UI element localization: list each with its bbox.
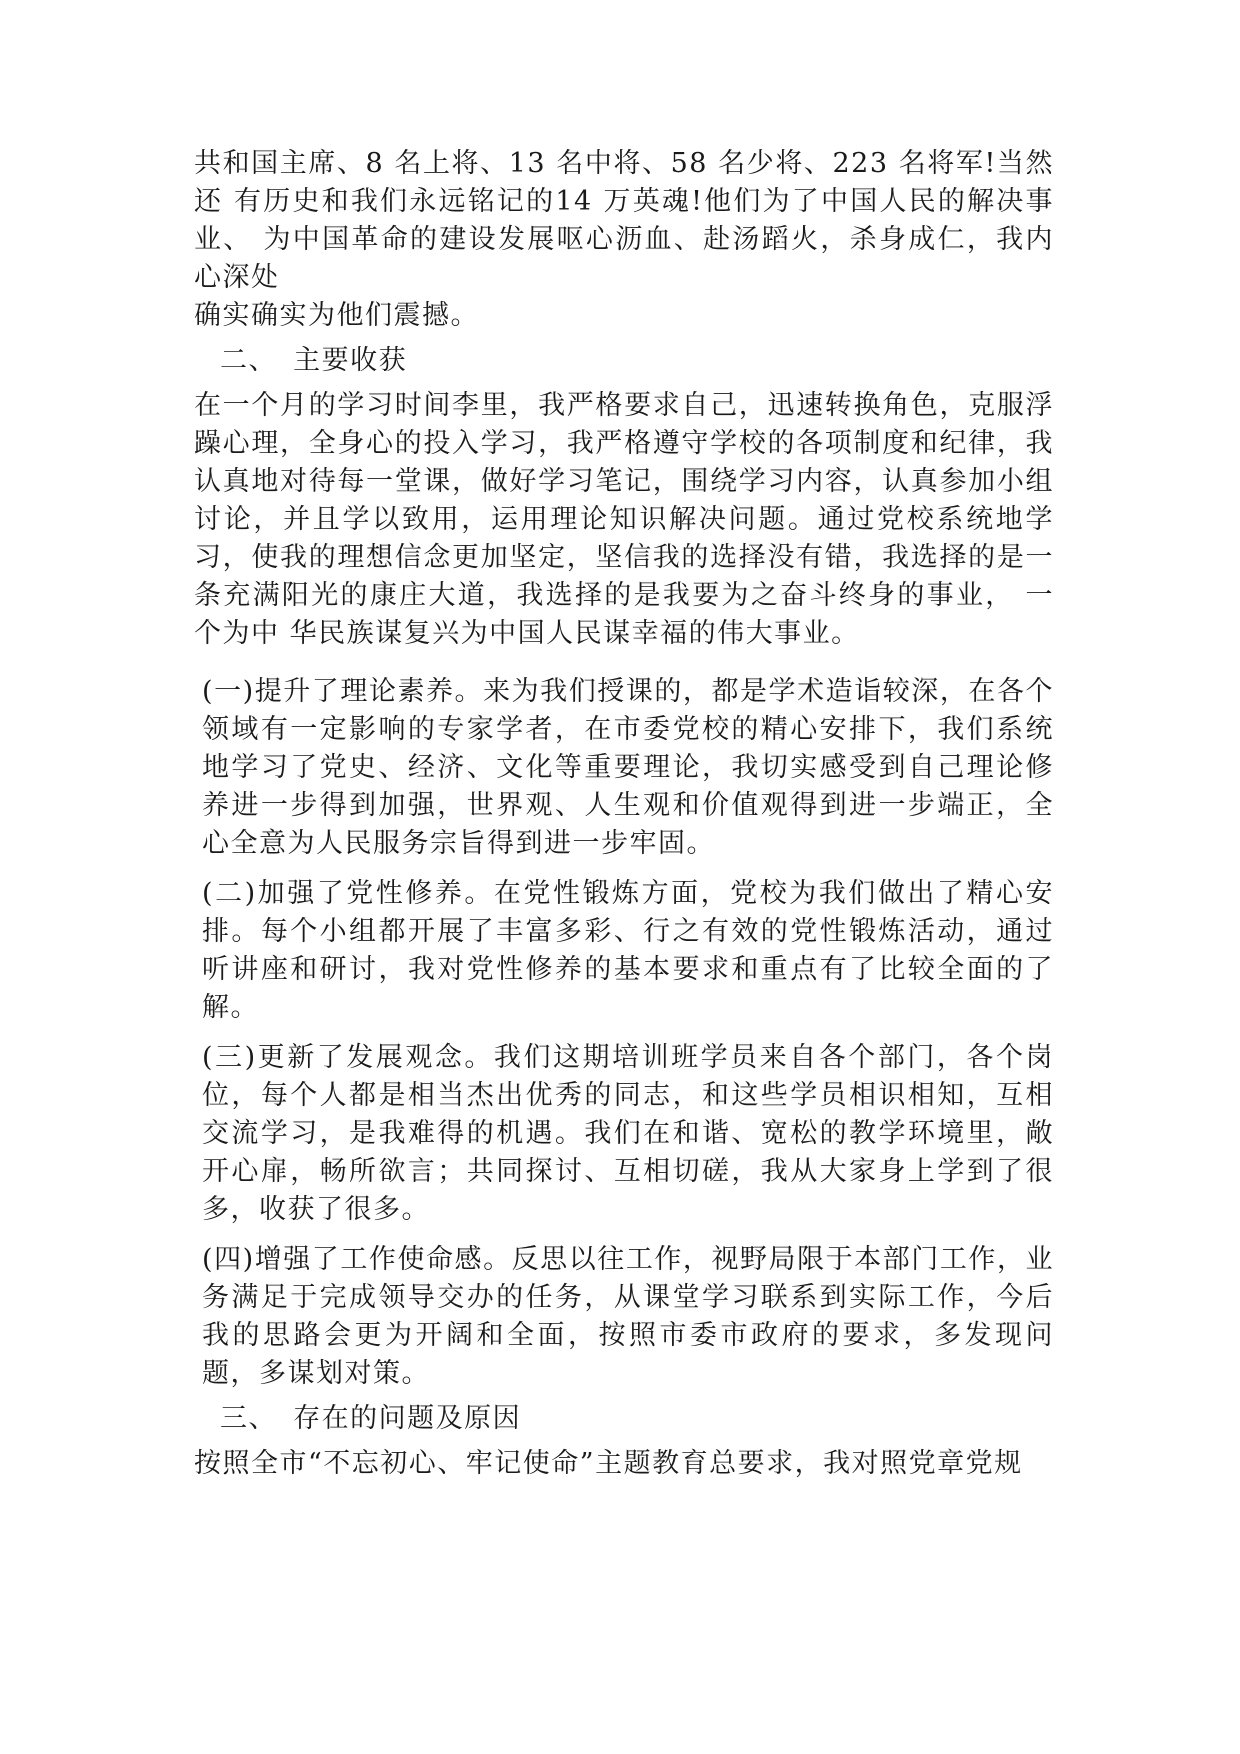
list-item-mission: (四)增强了工作使命感。反思以往工作，视野局限于本部门工作，业务满足于完成领导交办的任务，从课堂学习联系到实际工作，今后我的思路会更为开阔和全面，按照市委市政府的要求，多发现问题，多谋划对策。 [202, 1244, 1054, 1389]
section-paragraph: 在一个月的学习时间李里，我严格要求自己，迅速转换角色，克服浮躁心理，全身心的投入学习，我严格遵守学校的各项制度和纪律，我认真地对待每一堂课，做好学习笔记，围绕学习内容，认真参加小组讨论，并且学以致用，运用理论知识解决问题。通过党校系统地学习，使我的理想信念更加坚定，坚信我的选择没有错，我选择的是一条充满阳光的康庄大道，我选择的是我要为之奋斗终身的事业， 一个为中 华民族谋复兴为中国人民谋幸福的伟大事业。 [194, 390, 1054, 649]
document-body [194, 145, 1054, 1483]
section-paragraph-problems: 按照全市“不忘初心、牢记使命”主题教育总要求，我对照党章党规 [194, 1448, 1023, 1479]
list-item-theory: (一)提升了理论素养。来为我们授课的，都是学术造诣较深，在各个领域有一定影响的专家学者，在市委党校的精心安排下，我们系统地学习了党史、经济、文化等重要理论，我切实感受到自己理论修养进一步得到加强，世界观、人生观和价值观得到进一步端正，全心全意为人民服务宗旨得到进一步牢固。 [202, 676, 1054, 859]
section-heading-problems: 三、 存在的问题及原因 [220, 1403, 522, 1434]
list-item-development: (三)更新了发展观念。我们这期培训班学员来自各个部门，各个岗位，每个人都是相当杰出优秀的同志，和这些学员相识相知，互相交流学习，是我难得的机遇。我们在和谐、宽松的教学环境里，敞开心扉，畅所欲言；共同探讨、互相切磋，我从大家身上学到了很多，收获了很多。 [202, 1042, 1054, 1225]
intro-paragraph-end: 确实确实为他们震撼。 [194, 300, 479, 331]
section-heading-main-gains: 二、 主要收获 [220, 345, 408, 376]
list-item-party-spirit: (二)加强了党性修养。在党性锻炼方面，党校为我们做出了精心安排。每个小组都开展了丰富多彩、行之有效的党性锻炼活动，通过听讲座和研讨，我对党性修养的基本要求和重点有了比较全面的了解。 [202, 878, 1054, 1023]
intro-paragraph: 共和国主席、8 名上将、13 名中将、58 名少将、223 名将军!当然还 有历史和我们永远铭记的14 万英魂!他们为了中国人民的解决事业、 为中国革命的建设发展呕心沥血、赴汤蹈火，杀身成仁，我内心深处 [194, 148, 1054, 293]
